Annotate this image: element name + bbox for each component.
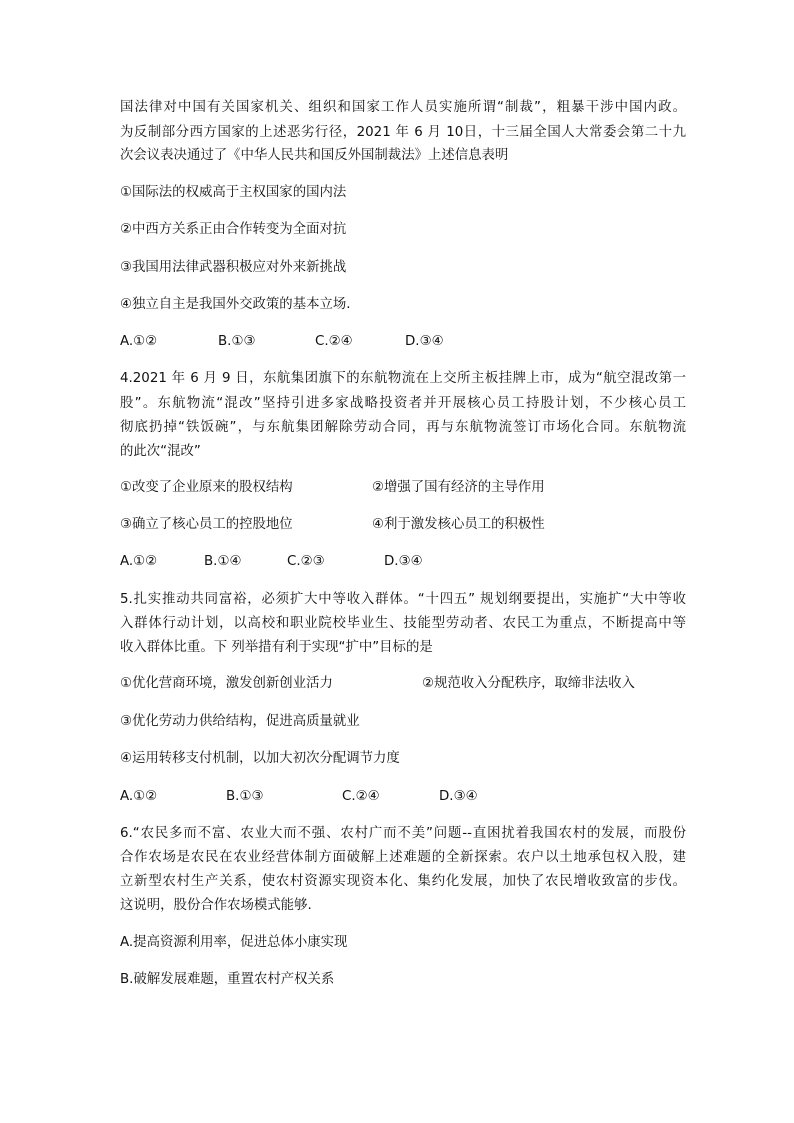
statement-item: ④独立自主是我国外交政策的基本立场. (120, 297, 351, 312)
statement-item: ③我国用法律武器积极应对外来新挑战 (120, 260, 347, 275)
statement-item: ③优化劳动力供给结构，促进高质量就业 (120, 714, 360, 729)
statement-item: ①国际法的权威高于主权国家的国内法 (120, 185, 347, 200)
choice-b[interactable]: B.破解发展难题，重置农村产权关系 (120, 972, 335, 987)
choice-b[interactable]: B.①③ (226, 789, 264, 804)
choice-d[interactable]: D.③④ (405, 334, 444, 349)
passage-line: 为反制部分西方国家的上述恶劣行径，2021 年 6 月 10日，十三届全国人大常委会第二十九 (120, 125, 686, 140)
answer-choices (120, 787, 686, 807)
question-6-line: 6.“农民多而不富、农业大而不强、农村广而不美”问题--直困扰着我国农村的发展，而股份 (120, 826, 686, 841)
statement-item: ②中西方关系正由合作转变为全面对抗 (120, 222, 347, 237)
question-4-line: 彻底扔掉“铁饭碗”，与东航集团解除劳动合同，再与东航物流签订市场化合同。东航物流 (120, 420, 686, 435)
answer-choices (120, 332, 686, 352)
choice-b[interactable]: B.①④ (204, 554, 242, 569)
choice-c[interactable]: C.②③ (287, 554, 325, 569)
question-4-line: 股”。东航物流“混改”坚持引进多家战略投资者并开展核心员工持股计划，不少核心员工 (120, 396, 686, 411)
passage-line: 次会议表决通过了《中华人民共和国反外国制裁法》上述信息表明 (120, 148, 509, 163)
choice-d[interactable]: D.③④ (439, 789, 478, 804)
statement-item: ②规范收入分配秩序，取缔非法收入 (422, 676, 635, 691)
question-5-line: 入群体行动计划，以高校和职业院校毕业生、技能型劳动者、农民工为重点，不断提高中等 (120, 616, 686, 631)
statement-item: ④利于激发核心员工的积极性 (372, 517, 545, 532)
choice-a[interactable]: A.①② (120, 554, 158, 569)
choice-a[interactable]: A.①② (120, 789, 158, 804)
question-4-line: 4.2021 年 6 月 9 日，东航集团旗下的东航物流在上交所主板挂牌上市，成为“航空混改第一 (120, 371, 686, 386)
statement-row (120, 674, 686, 694)
question-5-line: 5.扎实推动共同富裕，必须扩大中等收入群体。“十四五” 规划纲要提出，实施扩“大中等收 (120, 592, 686, 607)
choice-a[interactable]: A.提高资源利用率，促进总体小康实现 (120, 935, 348, 950)
statement-row (120, 478, 686, 498)
answer-choices (120, 552, 686, 572)
question-6-line: 合作农场是农民在农业经营体制方面破解上述难题的全新探索。农户以土地承包权入股，建 (120, 850, 686, 865)
statement-item: ①优化营商环境，激发创新创业活力 (120, 676, 333, 691)
question-5-line: 收入群体比重。下 列举措有利于实现“扩中”目标的是 (120, 640, 433, 655)
statement-row (120, 515, 686, 535)
choice-c[interactable]: C.②④ (315, 334, 353, 349)
choice-d[interactable]: D.③④ (384, 554, 423, 569)
question-6-line: 这说明，股份合作农场模式能够. (120, 898, 312, 913)
question-6-line: 立新型农村生产关系，使农村资源实现资本化、集约化发展，加快了农民增收致富的步伐。 (120, 874, 686, 889)
choice-c[interactable]: C.②④ (342, 789, 380, 804)
passage-line: 国法律对中国有关国家机关、组织和国家工作人员实施所谓“制裁”，粗暴干涉中国内政。 (120, 100, 686, 115)
statement-item: ③确立了核心员工的控股地位 (120, 517, 293, 532)
statement-item: ②增强了国有经济的主导作用 (372, 480, 545, 495)
choice-b[interactable]: B.①③ (218, 334, 256, 349)
statement-item: ④运用转移支付机制，以加大初次分配调节力度 (120, 751, 400, 766)
question-4-line: 的此次“混改” (120, 444, 201, 459)
statement-item: ①改变了企业原来的股权结构 (120, 480, 293, 495)
choice-a[interactable]: A.①② (120, 334, 158, 349)
